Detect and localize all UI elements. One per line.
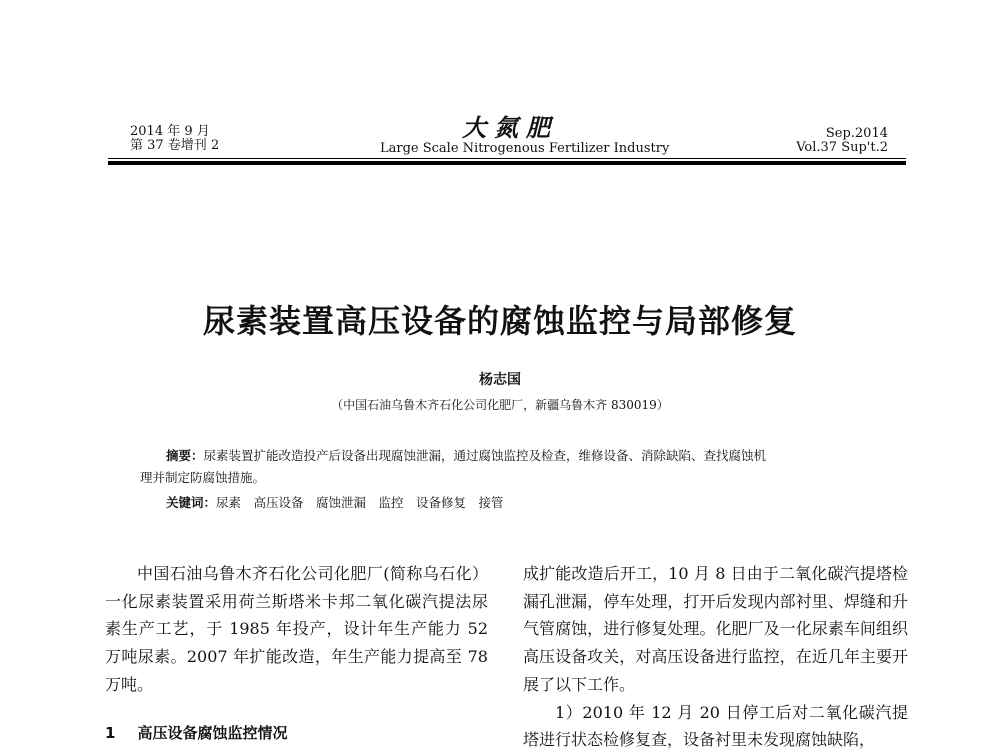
section-number: 1 bbox=[105, 724, 116, 742]
issue-volume-en: Vol.37 Sup't.2 bbox=[796, 140, 888, 155]
body-left-column bbox=[105, 560, 488, 699]
continued-paragraph: 成扩能改造后开工，10 月 8 日由于二氧化碳汽提塔检漏孔泄漏，停车处理，打开后发现内部衬里、焊缝和升气管腐蚀，进行修复处理。化肥厂及一化尿素车间组织高压设备攻关，对高压设备进行监控，在近几年主要开展了以下工作。 bbox=[523, 564, 908, 694]
journal-name-en: Large Scale Nitrogenous Fertilizer Industry bbox=[380, 141, 670, 156]
item-1-paragraph: 1）2010 年 12 月 20 日停工后对二氧化碳汽提塔进行状态检修复查，设备衬里未发现腐蚀缺陷， bbox=[523, 702, 908, 750]
keywords-text: 尿素 高压设备 腐蚀泄漏 监控 设备修复 接管 bbox=[216, 495, 504, 510]
journal-logo: 大氮肥 bbox=[462, 113, 558, 142]
author-affiliation: （中国石油乌鲁木齐石化公司化肥厂，新疆乌鲁木齐 830019） bbox=[331, 398, 669, 412]
intro-paragraph: 中国石油乌鲁木齐石化公司化肥厂(简称乌石化）一化尿素装置采用荷兰斯塔米卡邦二氧化碳汽提法尿素生产工艺，于 1985 年投产，设计年生产能力 52 万吨尿素。2007 年扩能改造，年生产能力提高至 78 万吨。 bbox=[105, 564, 488, 694]
article-title: 尿素装置高压设备的腐蚀监控与局部修复 bbox=[202, 302, 797, 340]
issue-volume: 第 37 卷增刊 2 bbox=[130, 138, 220, 153]
author-name: 杨志国 bbox=[479, 372, 521, 388]
keywords-line bbox=[166, 492, 504, 514]
header-rule-thick bbox=[108, 161, 906, 165]
abstract-label: 摘要： bbox=[166, 448, 204, 463]
body-right-column bbox=[523, 560, 908, 754]
abstract-line-2: 理并制定防腐蚀措施。 bbox=[140, 470, 266, 485]
keywords-label: 关键词： bbox=[166, 495, 217, 510]
abstract-text-1: 尿素装置扩能改造投产后设备出现腐蚀泄漏，通过腐蚀监控及检查，维修设备、消除缺陷、查找腐蚀机 bbox=[203, 448, 767, 463]
issue-date-en: Sep.2014 bbox=[825, 126, 888, 141]
section-title: 高压设备腐蚀监控情况 bbox=[137, 724, 288, 742]
section-heading bbox=[105, 722, 287, 743]
abstract-line-1 bbox=[166, 445, 766, 467]
issue-date: 2014 年 9 月 bbox=[130, 124, 210, 139]
header-rule-thin bbox=[108, 158, 906, 159]
